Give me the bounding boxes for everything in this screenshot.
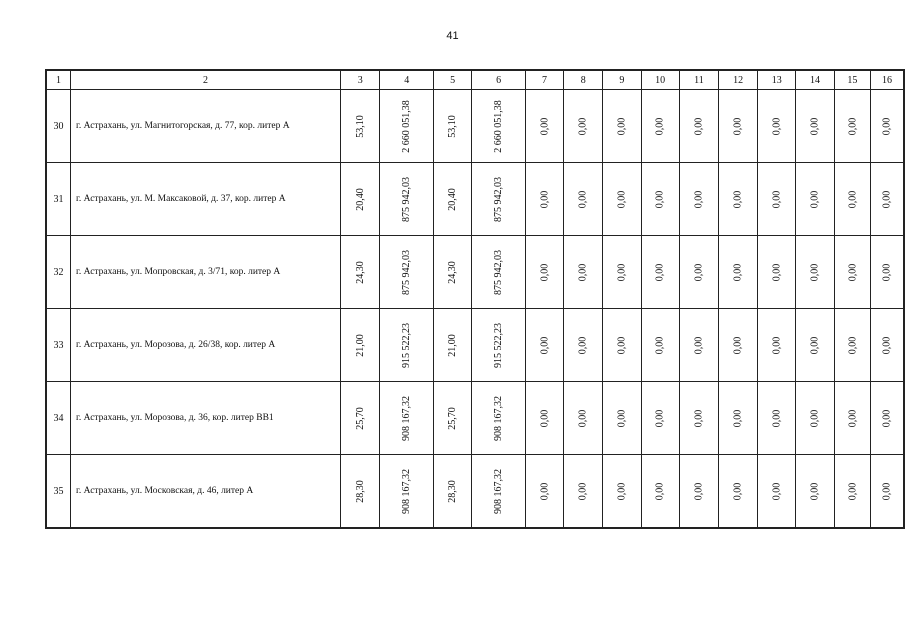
area-value-cell [433, 236, 471, 309]
zero-value: 0,00 [846, 336, 858, 354]
zero-value: 0,00 [881, 336, 893, 354]
zero-value: 0,00 [538, 263, 550, 281]
area-value-cell [341, 90, 380, 163]
column-header-14: 14 [796, 70, 834, 90]
zero-value-cell [525, 90, 563, 163]
zero-value: 0,00 [771, 117, 783, 135]
zero-value-cell [758, 236, 796, 309]
amount-value: 908 167,32 [493, 395, 505, 441]
zero-value: 0,00 [732, 336, 744, 354]
amount-value-cell [380, 163, 434, 236]
zero-value: 0,00 [538, 117, 550, 135]
zero-value-cell [718, 309, 757, 382]
zero-value-cell [870, 382, 904, 455]
amount-value-cell [472, 382, 526, 455]
zero-value: 0,00 [881, 117, 893, 135]
zero-value: 0,00 [693, 482, 705, 500]
area-value: 21,00 [447, 333, 459, 357]
column-header-10: 10 [641, 70, 679, 90]
zero-value-cell [525, 163, 563, 236]
address-cell: г. Астрахань, ул. Мопровская, д. 3/71, кор. литер А [71, 236, 341, 309]
area-value: 21,00 [354, 333, 366, 357]
column-header-4: 4 [380, 70, 434, 90]
area-value: 25,70 [447, 406, 459, 430]
area-value: 24,30 [354, 260, 366, 284]
column-header-5: 5 [433, 70, 471, 90]
zero-value-cell [758, 163, 796, 236]
zero-value-cell [834, 90, 870, 163]
column-header-2: 2 [71, 70, 341, 90]
zero-value-cell [758, 309, 796, 382]
area-value: 53,10 [447, 114, 459, 138]
address-cell: г. Астрахань, ул. М. Максаковой, д. 37, кор. литер А [71, 163, 341, 236]
area-value: 25,70 [354, 406, 366, 430]
zero-value: 0,00 [732, 263, 744, 281]
zero-value: 0,00 [693, 336, 705, 354]
zero-value: 0,00 [538, 336, 550, 354]
zero-value: 0,00 [693, 117, 705, 135]
zero-value-cell [796, 382, 834, 455]
amount-value-cell [472, 309, 526, 382]
zero-value: 0,00 [846, 409, 858, 427]
zero-value: 0,00 [846, 190, 858, 208]
zero-value-cell [679, 382, 718, 455]
amount-value-cell [472, 236, 526, 309]
zero-value: 0,00 [881, 409, 893, 427]
row-number: 34 [46, 382, 71, 455]
amount-value: 908 167,32 [401, 395, 413, 441]
area-value: 28,30 [447, 479, 459, 503]
amount-value: 875 942,03 [401, 176, 413, 222]
zero-value-cell [718, 163, 757, 236]
zero-value-cell [641, 455, 679, 529]
area-value-cell [433, 163, 471, 236]
zero-value-cell [679, 455, 718, 529]
zero-value-cell [834, 236, 870, 309]
zero-value: 0,00 [616, 263, 628, 281]
row-number: 32 [46, 236, 71, 309]
zero-value-cell [603, 455, 641, 529]
zero-value: 0,00 [616, 190, 628, 208]
area-value: 28,30 [354, 479, 366, 503]
zero-value-cell [834, 163, 870, 236]
column-header-3: 3 [341, 70, 380, 90]
amount-value-cell [380, 382, 434, 455]
zero-value-cell [796, 90, 834, 163]
row-number: 30 [46, 90, 71, 163]
amount-value: 915 522,23 [493, 322, 505, 368]
zero-value: 0,00 [538, 190, 550, 208]
area-value: 53,10 [354, 114, 366, 138]
zero-value-cell [525, 309, 563, 382]
address-cell: г. Астрахань, ул. Морозова, д. 26/38, кор. литер А [71, 309, 341, 382]
zero-value-cell [603, 90, 641, 163]
address-cell: г. Астрахань, ул. Магнитогорская, д. 77, кор. литер А [71, 90, 341, 163]
zero-value: 0,00 [616, 482, 628, 500]
zero-value-cell [641, 163, 679, 236]
zero-value-cell [834, 309, 870, 382]
table-row [46, 90, 904, 163]
zero-value-cell [718, 455, 757, 529]
zero-value-cell [564, 382, 603, 455]
table-row [46, 455, 904, 529]
address-cell: г. Астрахань, ул. Морозова, д. 36, кор. литер ВВ1 [71, 382, 341, 455]
zero-value: 0,00 [809, 117, 821, 135]
amount-value: 908 167,32 [401, 468, 413, 514]
zero-value-cell [603, 382, 641, 455]
zero-value-cell [870, 455, 904, 529]
zero-value-cell [525, 382, 563, 455]
zero-value: 0,00 [809, 409, 821, 427]
zero-value-cell [718, 236, 757, 309]
zero-value: 0,00 [654, 336, 666, 354]
row-number: 35 [46, 455, 71, 529]
amount-value-cell [472, 455, 526, 529]
amount-value-cell [380, 236, 434, 309]
zero-value-cell [603, 236, 641, 309]
zero-value: 0,00 [616, 409, 628, 427]
area-value-cell [341, 382, 380, 455]
area-value: 20,40 [447, 187, 459, 211]
zero-value-cell [870, 90, 904, 163]
column-header-15: 15 [834, 70, 870, 90]
table-row [46, 163, 904, 236]
zero-value-cell [641, 90, 679, 163]
area-value-cell [341, 236, 380, 309]
zero-value-cell [525, 236, 563, 309]
area-value: 24,30 [447, 260, 459, 284]
area-value-cell [433, 309, 471, 382]
zero-value-cell [564, 236, 603, 309]
amount-value-cell [472, 90, 526, 163]
zero-value: 0,00 [881, 190, 893, 208]
amount-value: 875 942,03 [401, 249, 413, 295]
zero-value: 0,00 [693, 263, 705, 281]
header-row [46, 70, 904, 90]
area-value-cell [341, 455, 380, 529]
zero-value-cell [870, 309, 904, 382]
zero-value-cell [564, 90, 603, 163]
zero-value-cell [679, 309, 718, 382]
zero-value-cell [870, 236, 904, 309]
column-header-8: 8 [564, 70, 603, 90]
amount-value: 915 522,23 [401, 322, 413, 368]
area-value: 20,40 [354, 187, 366, 211]
table-row [46, 236, 904, 309]
zero-value: 0,00 [654, 409, 666, 427]
zero-value-cell [564, 309, 603, 382]
zero-value: 0,00 [881, 482, 893, 500]
zero-value-cell [679, 90, 718, 163]
zero-value: 0,00 [654, 482, 666, 500]
zero-value: 0,00 [771, 263, 783, 281]
data-table [45, 69, 905, 529]
column-header-1: 1 [46, 70, 71, 90]
amount-value-cell [472, 163, 526, 236]
column-header-12: 12 [718, 70, 757, 90]
zero-value: 0,00 [654, 263, 666, 281]
zero-value: 0,00 [577, 190, 589, 208]
zero-value: 0,00 [771, 482, 783, 500]
zero-value: 0,00 [577, 482, 589, 500]
zero-value: 0,00 [577, 263, 589, 281]
zero-value-cell [641, 382, 679, 455]
zero-value-cell [834, 455, 870, 529]
zero-value-cell [679, 236, 718, 309]
area-value-cell [341, 309, 380, 382]
column-header-7: 7 [525, 70, 563, 90]
area-value-cell [433, 382, 471, 455]
zero-value-cell [679, 163, 718, 236]
address-cell: г. Астрахань, ул. Московская, д. 46, литер А [71, 455, 341, 529]
row-number: 33 [46, 309, 71, 382]
table-row [46, 309, 904, 382]
zero-value-cell [758, 382, 796, 455]
amount-value: 2 660 051,38 [493, 99, 505, 153]
zero-value-cell [758, 455, 796, 529]
zero-value: 0,00 [809, 263, 821, 281]
zero-value: 0,00 [654, 190, 666, 208]
zero-value-cell [870, 163, 904, 236]
zero-value: 0,00 [809, 482, 821, 500]
area-value-cell [433, 90, 471, 163]
zero-value-cell [834, 382, 870, 455]
zero-value: 0,00 [577, 336, 589, 354]
amount-value: 2 660 051,38 [401, 99, 413, 153]
column-header-16: 16 [870, 70, 904, 90]
zero-value: 0,00 [577, 117, 589, 135]
zero-value: 0,00 [693, 409, 705, 427]
zero-value-cell [603, 309, 641, 382]
zero-value: 0,00 [538, 482, 550, 500]
zero-value: 0,00 [693, 190, 705, 208]
zero-value-cell [718, 382, 757, 455]
area-value-cell [341, 163, 380, 236]
zero-value: 0,00 [846, 263, 858, 281]
zero-value: 0,00 [809, 190, 821, 208]
column-header-13: 13 [758, 70, 796, 90]
zero-value-cell [718, 90, 757, 163]
zero-value: 0,00 [732, 117, 744, 135]
zero-value: 0,00 [771, 190, 783, 208]
zero-value: 0,00 [654, 117, 666, 135]
table-row [46, 382, 904, 455]
amount-value: 875 942,03 [493, 176, 505, 222]
zero-value: 0,00 [577, 409, 589, 427]
zero-value-cell [525, 455, 563, 529]
zero-value-cell [796, 163, 834, 236]
zero-value: 0,00 [616, 117, 628, 135]
zero-value: 0,00 [881, 263, 893, 281]
zero-value: 0,00 [732, 409, 744, 427]
zero-value-cell [758, 90, 796, 163]
zero-value-cell [796, 455, 834, 529]
zero-value: 0,00 [732, 190, 744, 208]
amount-value: 875 942,03 [493, 249, 505, 295]
zero-value: 0,00 [538, 409, 550, 427]
amount-value: 908 167,32 [493, 468, 505, 514]
zero-value-cell [564, 163, 603, 236]
zero-value: 0,00 [846, 482, 858, 500]
column-header-9: 9 [603, 70, 641, 90]
page-number: 41 [446, 30, 459, 42]
zero-value-cell [641, 309, 679, 382]
column-header-11: 11 [679, 70, 718, 90]
zero-value-cell [564, 455, 603, 529]
zero-value: 0,00 [732, 482, 744, 500]
zero-value: 0,00 [616, 336, 628, 354]
amount-value-cell [380, 90, 434, 163]
zero-value-cell [641, 236, 679, 309]
zero-value-cell [603, 163, 641, 236]
row-number: 31 [46, 163, 71, 236]
zero-value: 0,00 [771, 409, 783, 427]
zero-value-cell [796, 236, 834, 309]
zero-value: 0,00 [771, 336, 783, 354]
amount-value-cell [380, 455, 434, 529]
area-value-cell [433, 455, 471, 529]
zero-value: 0,00 [809, 336, 821, 354]
zero-value: 0,00 [846, 117, 858, 135]
zero-value-cell [796, 309, 834, 382]
column-header-6: 6 [472, 70, 526, 90]
amount-value-cell [380, 309, 434, 382]
